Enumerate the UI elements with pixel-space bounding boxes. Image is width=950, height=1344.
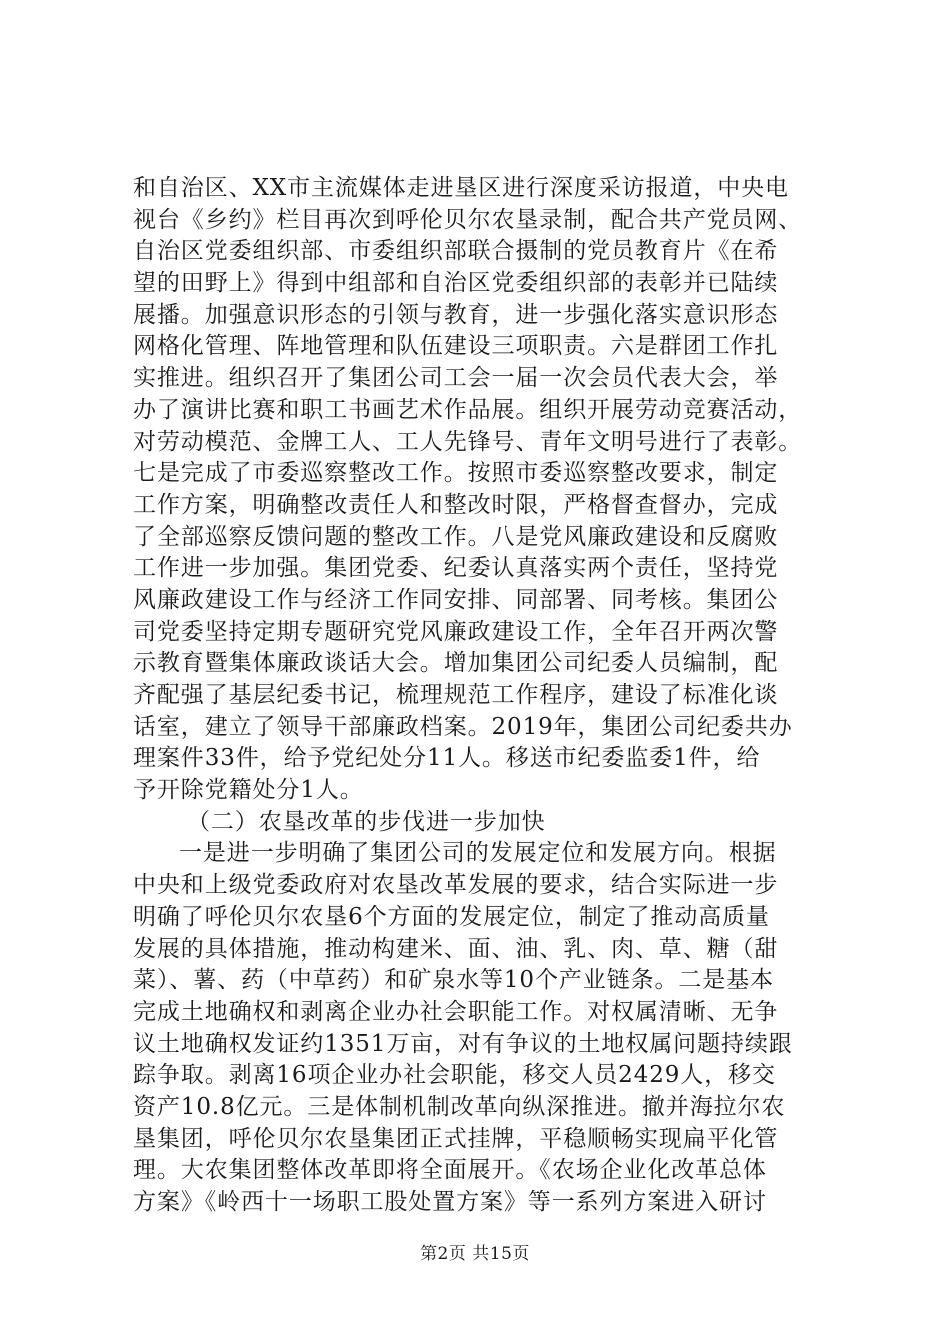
body-line: 工作进一步加强。集团党委、纪委认真落实两个责任，坚持党 <box>133 555 779 582</box>
body-line: 风廉政建设工作与经济工作同安排、同部署、同考核。集团公 <box>133 586 779 613</box>
body-line: 实推进。组织召开了集团公司工会一届一次会员代表大会，举 <box>133 365 779 392</box>
body-line: 办了演讲比赛和职工书画艺术作品展。组织开展劳动竞赛活动， <box>133 396 803 423</box>
body-line: 垦集团，呼伦贝尔农垦集团正式挂牌，平稳顺畅实现扁平化管 <box>133 1125 779 1152</box>
body-line: 网格化管理、阵地管理和队伍建设三项职责。六是群团工作扎 <box>133 333 779 360</box>
body-line: 中央和上级党委政府对农垦改革发展的要求，结合实际进一步 <box>133 872 779 899</box>
page-number-footer: 第2页 共15页 <box>420 1244 530 1264</box>
body-line: 理案件33件，给予党纪处分11人。移送市纪委监委1件，给 <box>133 745 761 772</box>
body-line: 发展的具体措施，推动构建米、面、油、乳、肉、草、糖（甜 <box>133 935 779 962</box>
body-line: 展播。加强意识形态的引领与教育，进一步强化落实意识形态 <box>133 301 779 328</box>
body-line: 工作方案，明确整改责任人和整改时限，严格督查督办，完成 <box>133 491 779 518</box>
body-line: 司党委坚持定期专题研究党风廉政建设工作，全年召开两次警 <box>133 618 779 645</box>
body-line: 话室，建立了领导干部廉政档案。2019年，集团公司纪委共办 <box>133 713 793 740</box>
body-line: 一是进一步明确了集团公司的发展定位和发展方向。根据 <box>179 840 777 867</box>
body-line: 完成土地确权和剥离企业办社会职能工作。对权属清晰、无争 <box>133 998 779 1025</box>
body-line: 齐配强了基层纪委书记，梳理规范工作程序，建设了标准化谈 <box>133 682 779 708</box>
body-line: 对劳动模范、金牌工人、工人先锋号、青年文明号进行了表彰。 <box>133 428 803 455</box>
body-line: 和自治区、XX市主流媒体走进垦区进行深度采访报道，中央电 <box>133 175 789 201</box>
body-line: 明确了呼伦贝尔农垦6个方面的发展定位，制定了推动高质量 <box>133 903 770 930</box>
body-line: 资产10.8亿元。三是体制机制改革向纵深推进。撤并海拉尔农 <box>133 1093 786 1120</box>
body-line: 了全部巡察反馈问题的整改工作。八是党风廉政建设和反腐败 <box>133 523 779 550</box>
body-line: 望的田野上》得到中组部和自治区党委组织部的表彰并已陆续 <box>133 270 779 297</box>
body-line: 七是完成了市委巡察整改工作。按照市委巡察整改要求，制定 <box>133 460 779 487</box>
body-line: 菜）、薯、药（中草药）和矿泉水等10个产业链条。二是基本 <box>133 967 774 994</box>
body-line: 议土地确权发证约1351万亩，对有争议的土地权属问题持续跟 <box>133 1030 793 1057</box>
body-line: 自治区党委组织部、市委组织部联合摄制的党员教育片《在希 <box>133 238 779 265</box>
body-line: 方案》《岭西十一场职工股处置方案》等一系列方案进入研讨 <box>133 1189 767 1215</box>
body-line: 予开除党籍处分1人。 <box>133 777 364 804</box>
document-body <box>133 173 833 1219</box>
section-heading: （二）农垦改革的步伐进一步加快 <box>187 808 546 835</box>
body-line: 示教育暨集体廉政谈话大会。增加集团公司纪委人员编制，配 <box>133 650 779 677</box>
body-line: 理。大农集团整体改革即将全面展开。《农场企业化改革总体 <box>133 1157 767 1184</box>
body-line: 踪争取。剥离16项企业办社会职能，移交人员2429人，移交 <box>133 1062 776 1089</box>
body-line: 视台《乡约》栏目再次到呼伦贝尔农垦录制，配合共产党员网、 <box>133 206 803 233</box>
